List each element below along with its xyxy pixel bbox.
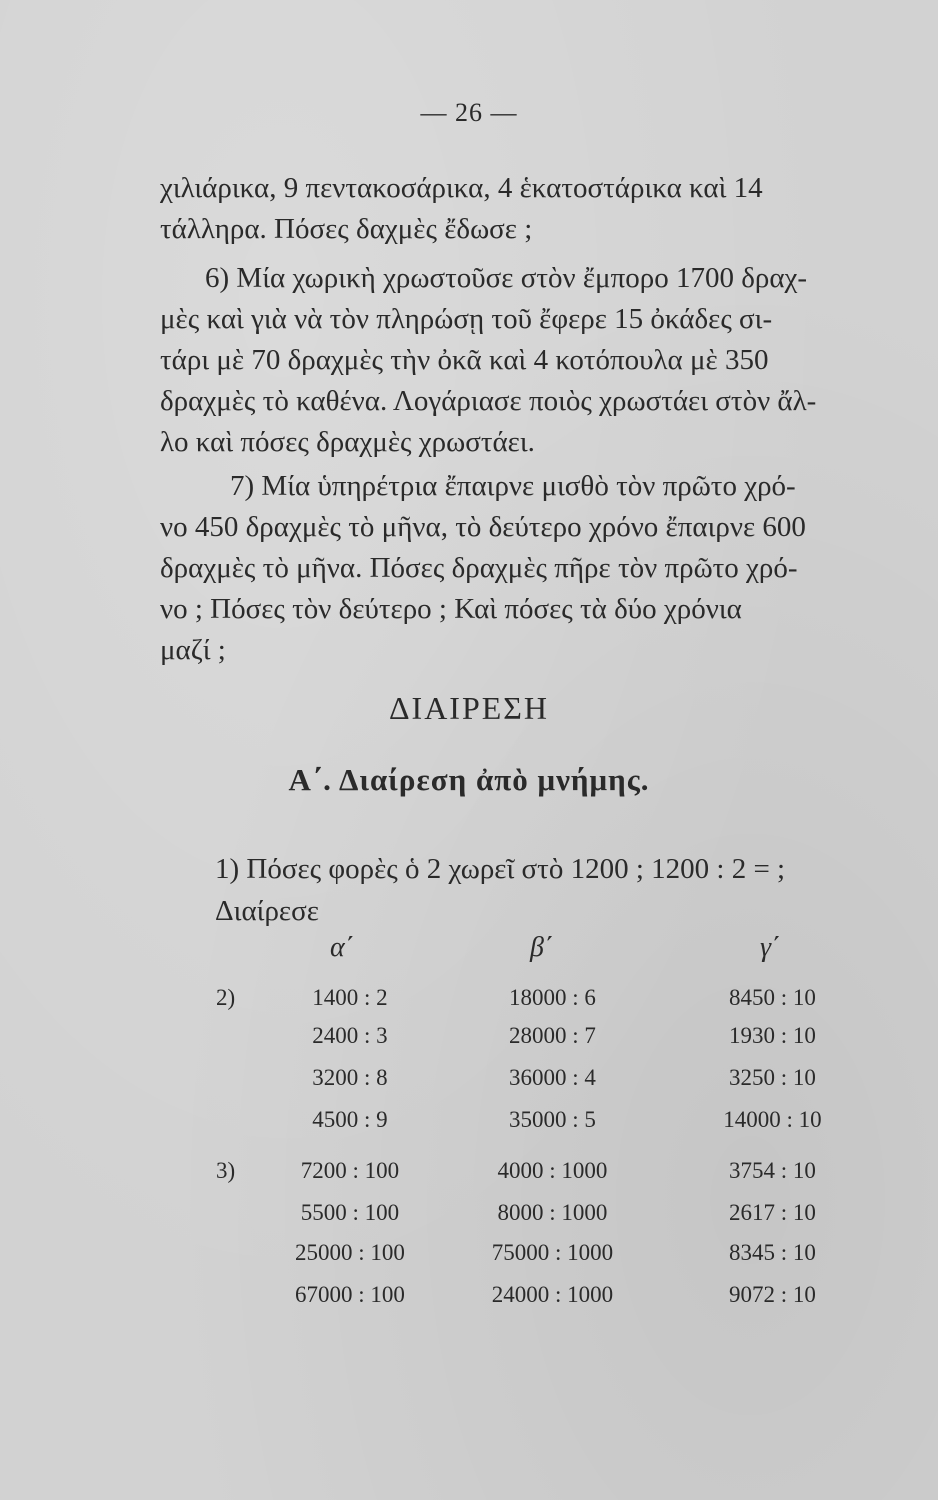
division-cell: 35000 : 5: [509, 1107, 596, 1132]
division-cell: 8345 : 10: [729, 1240, 816, 1265]
continuation-paragraph: [160, 168, 810, 250]
text-line: τάλληρα. Πόσες δαχμὲς ἔδωσε ;: [160, 213, 533, 245]
text-line: χιλιάρικα, 9 πεντακοσάρικα, 4 ἑκατοστάρικα καὶ 14: [160, 172, 763, 204]
division-cell: 3200 : 8: [312, 1065, 388, 1090]
division-cell: 4000 : 1000: [497, 1158, 608, 1183]
column-header-a: α΄: [330, 932, 355, 963]
division-cell: 3250 : 10: [729, 1065, 816, 1090]
division-cell: 1400 : 2: [312, 985, 388, 1010]
problem-6: [160, 258, 817, 463]
text-line: λο καὶ πόσες δραχμὲς χρωστάει.: [160, 426, 535, 458]
column-header-b: β΄: [530, 932, 554, 963]
text-line: τάρι μὲ 70 δραχμὲς τὴν ὀκᾶ καὶ 4 κοτόπουλα μὲ 350: [160, 344, 769, 376]
grid-row: [0, 1065, 938, 1095]
division-cell: 2400 : 3: [312, 1023, 388, 1048]
text-line: μὲς καὶ γιὰ νὰ τὸν πληρώσῃ τοῦ ἔφερε 15 ὀκάδες σι-: [160, 303, 773, 335]
subsection-title: Α΄. Διαίρεση ἀπὸ μνήμης.: [288, 762, 650, 797]
text-line: δραχμὲς τὸ μῆνα. Πόσες δραχμὲς πῆρε τὸν πρῶτο χρό-: [160, 552, 798, 584]
text-line: 1) Πόσες φορὲς ὁ 2 χωρεῖ στὸ 1200 ; 1200 : 2 = ;: [215, 853, 786, 885]
division-cell: 3754 : 10: [729, 1158, 816, 1183]
column-headers: [0, 932, 938, 972]
text-line: 7) Μία ὑπηρέτρια ἔπαιρνε μισθὸ τὸν πρῶτο χρό-: [230, 470, 796, 502]
division-cell: 1930 : 10: [729, 1023, 816, 1048]
problem-7: [160, 466, 810, 671]
division-cell: 9072 : 10: [729, 1282, 816, 1307]
division-cell: 4500 : 9: [312, 1107, 388, 1132]
text-line: Διαίρεσε: [215, 895, 319, 927]
column-header-c: γ΄: [760, 932, 781, 963]
division-cell: 18000 : 6: [509, 985, 596, 1010]
division-cell: 7200 : 100: [300, 1158, 400, 1183]
division-cell: 8000 : 1000: [497, 1200, 608, 1225]
division-cell: 14000 : 10: [723, 1107, 822, 1132]
grid-row: [0, 1023, 938, 1053]
grid-row: [0, 1107, 938, 1137]
text-line: 6) Μία χωρικὴ χρωστοῦσε στὸν ἔμπορο 1700 δραχ-: [205, 262, 808, 294]
division-cell: 36000 : 4: [509, 1065, 596, 1090]
division-cell: 2617 : 10: [729, 1200, 816, 1225]
section-title: ΔΙΑΙΡΕΣΗ: [388, 690, 550, 726]
exercise-1: [215, 848, 935, 932]
grid-row: [0, 1158, 938, 1188]
exercise-label: 2): [216, 985, 236, 1010]
text-line: νο ; Πόσες τὸν δεύτερο ; Καὶ πόσες τὰ δύο χρόνια: [160, 593, 742, 625]
division-cell: 67000 : 100: [295, 1282, 405, 1307]
division-cell: 24000 : 1000: [491, 1282, 614, 1307]
division-cell: 28000 : 7: [509, 1023, 596, 1048]
division-cell: 25000 : 100: [295, 1240, 405, 1265]
grid-row: [0, 1200, 938, 1230]
grid-row: [0, 1240, 938, 1270]
text-line: νο 450 δραχμὲς τὸ μῆνα, τὸ δεύτερο χρόνο ἔπαιρνε 600: [160, 511, 806, 543]
text-line: μαζί ;: [160, 634, 226, 666]
exercise-label: 3): [216, 1158, 236, 1183]
division-cell: 75000 : 1000: [491, 1240, 614, 1265]
division-cell: 5500 : 100: [300, 1200, 400, 1225]
grid-row: [0, 1282, 938, 1312]
text-line: δραχμὲς τὸ καθένα. Λογάριασε ποιὸς χρωστάει στὸν ἄλ-: [160, 385, 817, 417]
division-cell: 8450 : 10: [729, 985, 816, 1010]
grid-row: [0, 985, 938, 1015]
page-number: — 26 —: [420, 98, 518, 127]
